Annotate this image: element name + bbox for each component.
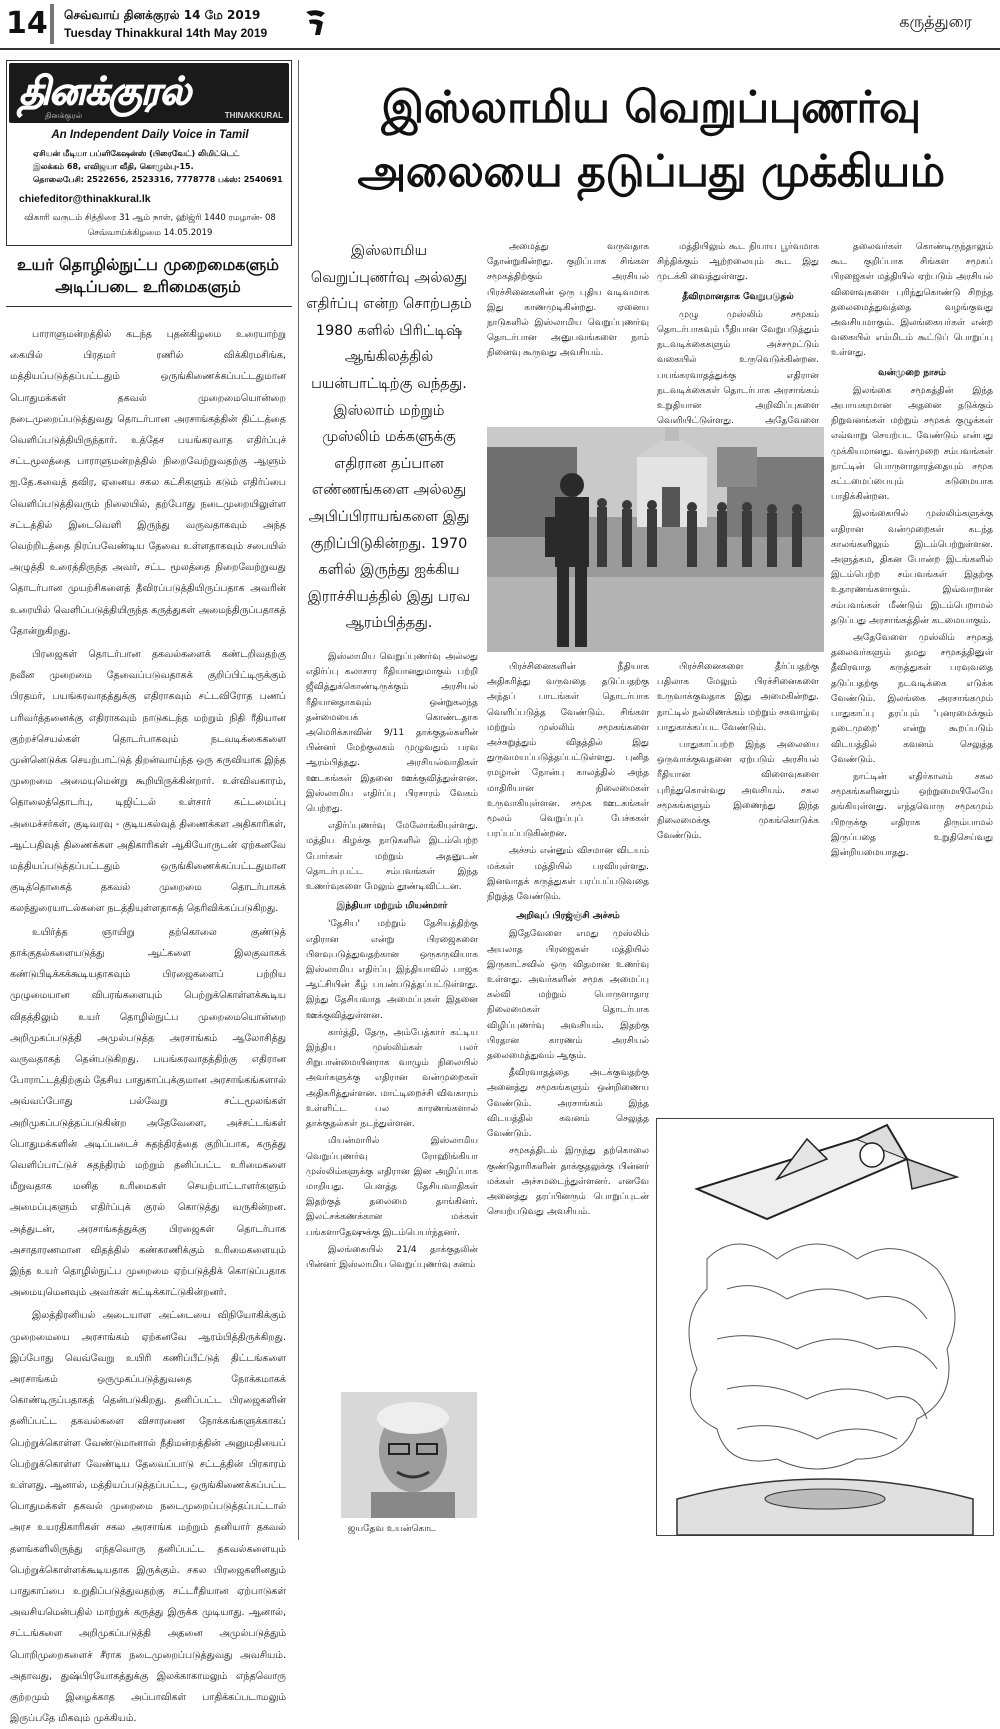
logo-sub-tamil: தினக்குரல் xyxy=(45,111,83,120)
editorial-paragraph: இலத்திரனியல் அடையாள அட்டையை விநியோகிக்கும் முறைமையை அரசாங்கம் ஏற்கனவே ஆரம்பித்திருக்கிறது. இப்போது வெவ்வேறு உயிரி கணிப்பீட்டுத் திட்டங்களை அரசாங்கம் ஒருமுகப்படுத்துவதை நோக்கமாகக் கொண்டிருப்பதாகத் தென்படுகிறது. தனிப்பட்ட பிரஜைகளின் தனிப்பட்ட தகவல்களை விசாரணை நோக்கங்களுக்காகப் பெற்றுக்கொள்ள வேண்டுமானால் நீதிமன்றத்தின் அனுமதியைப் பெற்றுக்கொள்ள வேண்டிய தேவைப்பாடு சட்டத்தின் பிரகாரம் உள்ளது. ஆனால், மத்தியப்படுத்தப்பட்ட, ஒருங்கிணைக்கப்பட்ட பொதுமக்கள் தகவல் முறைமை நடைமுறைப்படுத்தப்பட்டால் அரச உயரதிகாரிகள் சகல அரசாங்க மற்றும் தனியார் தகவல் தளங்களிலிருந்து எந்தவொரு தனிப்பட்ட தகவல்களையும் பெற்றுக்கொள்ளக்கூடியதாக இருக்கும். சகல பிரஜைகளினதும் பாதுகாப்பை உறுதிப்படுத்துவதற்கு சட்டரீதியான ஏற்பாடுகள் அவசியமென்பதில் மாற்றுக் கருத்து இருக்க முடியாது. ஆனால், சட்டங்களை அறிமுகப்படுத்தி அதனை அமுல்படுத்தும் பொறிமுறைகளைச் சீராக நடைமுறைப்படுத்துவது அவசியம். அதாவது, துஷ்பிரயோகத்துக்கு இலக்காகாமலும் எந்தவொரு குற்றமும் இழைக்காத அப்பாவிகள் பாதிக்கப்படாமலும் இருப்பதே மிகவும் முக்கியம். xyxy=(10,1310,286,1725)
article-paragraph: இதேவேளை எமது முஸ்லிம் அயலாத பிரஜைகள் மத்தியில் இருகாட்சவில் ஒரு விதமான உணர்வு உள்ளது. அவர்களின் சமூக அமைப்பு கல்வி மற்றும் பொருளாதார நிலைமைகள் தொடர்பாக விழிப்புணர்வு அவசியம். இதற்கு பிரதான காரணம் அரசியல் தலைமைத்துவம் ஆகும். xyxy=(487,929,649,1062)
editorial-cartoon xyxy=(656,1118,994,1536)
article-paragraph: மத்தியிலும் கூட நியாய பூர்வமாக சிந்திக்கும் ஆற்றலையும் கூட இது முடக்கி வைத்துள்ளது. xyxy=(657,242,819,283)
article-column-2-top xyxy=(487,240,649,420)
logo-text: தினக்குரல் xyxy=(19,69,191,113)
article-paragraph: 'தேசிய' மற்றும் தேசியத்திற்கு எதிரான என்று பிரஜைகளை பிளவுபடுத்துவதற்கான ஒருகருவியாக இஸ்லாமிய எதிர்ப்பு இந்தியாவில் பாஜக ஆட்சியின் கீழ் பயன்படுத்தப்பட்டுள்ளது. இந்து தேசியவாத அமைப்புகள் இதனை ஊக்குவித்துள்ளன. xyxy=(306,919,478,1021)
article-column-2 xyxy=(487,660,649,1536)
calendar-line: விகாரி வருடம் சித்திரை 31 ஆம் நாள், ஹிஜ்ரி 1440 ரமழான்- 08 xyxy=(24,213,276,223)
date-english: Tuesday Thinakkural 14th May 2019 xyxy=(64,26,268,40)
article-paragraph: எதிர்ப்புணர்வு மேலோங்கியுள்ளது. மத்திய கிழக்கு நாடுகளில் இடம்பெற்ற போர்கள் மற்றும் அதனுடன் தொடர்புபட்ட சம்பவங்கள் இந்த உணர்வுகளை மேலும் தூண்டிவிட்டன. xyxy=(306,821,478,893)
article-paragraph: தலைவர்கள் கொண்டிருந்தாலும் கூட குறிப்பாக சிங்கள சமூகப் பிரஜைகள் மத்தியில் ஏற்படும் அரசியல் விளைவுகளை புரிந்துகொண்டு சிறந்த தலைமைத்துவத்தை வழங்குவது அவசியமாகும். இலங்கையர்கள் என்ற வகையில் எம்மிடம் கூட்டுப் பொறுப்பு உள்ளது. xyxy=(831,242,993,359)
article-paragraph: பிரச்சினைகளை தீர்ப்பதற்கு பதிலாக மேலும் பிரச்சினைகளை உருவாக்குவதாக இது அமைகின்றது. நாட்டில் நல்லிணக்கம் மற்றும் சகவாழ்வு பாதுகாக்கப்பட வேண்டும். xyxy=(657,662,819,733)
weekday-date-line: செவ்வாய்க்கிழமை 14.05.2019 xyxy=(87,228,213,238)
section-label: கருத்துரை xyxy=(899,12,972,31)
article-column-3 xyxy=(657,660,819,1110)
editorial-paragraph: பிரஜைகள் தொடர்பான தகவல்களைக் கண்டறிவதற்கு நவீன முறைமை தேவைப்படுவதாகக் குறிப்பிட்டிருக்கும் பிரதமர், பயங்கரவாதத்துக்கு எதிராகவும் சட்டவிரோத பணப் பரிவர்த்தனைக்கு எதிராகவும் நாடுகடந்த மற்றும் நிதி ரீதியான குற்றச்செயல்கள் தொடர்பாகவும் நடவடிக்கைகளை முன்னெடுக்க செயற்பாட்டுத் திறன்வாய்ந்த ஒரு கருவியாக இந்த முறைமை அமையுமென்று கூறியிருக்கின்றார். உள்விவகாரம், தொலைத்தொடர்பு, டிஜிட்டல் உள்சார் கட்டமைப்பு அமைச்சர்கள், குடிவரவு - குடியகல்வுத் திணைக்கள அதிகாரிகள், ஆட்பதிவுத் திணைக்கள அதிகாரிகள் ஆகியோருடன் ஏற்கனவே மத்தியப்படுத்தப்பட்டதும் ஒருங்கிணைக்கப்பட்டதுமான குடித்தொகைத் தகவல் முறைமை தொடர்பாகக் கலந்துரையாடல்களை நடத்தியுள்ளதாகத் தெரிவிக்கப்படுகிறது. xyxy=(10,649,286,915)
editorial-paragraph: உயிர்த்த ஞாயிறு தற்கொலை குண்டுத் தாக்குதல்களையடுத்து ஆட்களை இலகுவாகக் கண்டுபிடிக்கக்கூடியதாகவும் பிரஜைகளைப் பற்றிய முழுமையான விபரங்களையும் பெற்றுக்கொள்ளக்கூடிய விதத்திலும் உயர் தொழில்நுட்ப முறைமையொன்றை அறிமுகப்படுத்தி அமுல்படுத்த அரசாங்கம் ஆலோசித்து வருவதாகத் தென்படுகிறது. பயங்கரவாதத்திற்கு எதிரான போராட்டத்திற்கும் தேசிய பாதுகாப்புக்குமான அரசாங்கங்களால் அவ்வப்போது பல்வேறு சட்டமூலங்கள் அறிமுகப்படுத்தப்படுகின்ற அதேவேளை, அச்சட்டங்கள் பொதுமக்களின் அடிப்படைச் சுதந்திரத்தை குறிப்பாக, கருத்து வெளிப்பாட்டுச் சுதந்திரம் மற்றும் தனிப்பட்ட உரிமைகளை மீறுவதாக மனித உரிமைகள் செயற்பாட்டாளர்களும் அமைப்புகளும் எதிர்ப்புக் குரல் கொடுத்து வருகின்றன. அத்துடன், அரசாங்கத்துக்கு பிரஜைகள் தொடர்பாக அசாதாரணமான விதத்தில் கண்காணிக்கும் உரிமைகளையும் இந்த உயர் தொழில்நுட்ப முறைமை ஏற்படுத்திக் கொடுப்பதாக அமையுமெனவும் அவர்கள் சுட்டிக்காட்டுகின்றனர். xyxy=(10,926,286,1299)
phone-line: தொலைபேசி: 2522656, 2523316, 7778778 பக்ஸ்: 2540691 xyxy=(33,175,283,184)
article-column-4 xyxy=(831,240,993,1110)
headline-line-1: இஸ்லாமிய வெறுப்புணர்வு xyxy=(381,82,921,133)
article-photo xyxy=(487,427,824,652)
article-paragraph: அச்சம் என்னும் விசமான விடயம் மக்கள் மத்தியில் பரவியுள்ளது. இனவாதக் கருத்துகள் பரப்பப்படுவதை நிறுத்த வேண்டும். xyxy=(487,846,649,903)
author-portrait xyxy=(341,1392,477,1518)
masthead-tagline: An Independent Daily Voice in Tamil xyxy=(51,129,249,141)
editorial-rule xyxy=(6,306,292,307)
article-paragraph: முழு முஸ்லிம் சமூகம் தொடர்பாகவும் பீதியான வேறுபடுத்தும் நடவடிக்கைகளும் அச்சமூட்டும் வகையில் உருவெடுக்கின்றன. பயங்கரவாதத்துக்கு எதிரான நடவடிக்கைகள் தொடர்பாக அரசாங்கம் உறுதியான அறிவிப்புகளை வெளியிட்டுள்ளது. அதேவேளை xyxy=(657,309,819,427)
editorial-paragraph: பாராளுமன்றத்தில் கடந்த புதன்கிழமை உரையாற்று கையில் பிரதமர் ரணில் விக்கிரமசிங்க, மத்தியப்படுத்தப்பட்டதும் ஒருங்கிணைக்கப்பட்டதுமான பொதுமக்கள் தகவல் முறைமையொன்றை நடைமுறைப்படுத்துவது தொடர்பான அரசாங்கத்தின் திட்டத்தை வெளிப்படுத்தியிருந்தார். உத்தேச பயங்கரவாத எதிர்ப்புச் சட்டமூலத்தை பாராளுமன்றத்தில் நிறைவேற்றுவதற்கு ஆளும் ஐ.தே.கவைத் தவிர, ஏனைய சகல கட்சிகளும் கடும் எதிர்ப்பை வெளிப்படுத்திவரும் நிலையில், தற்போது நடைமுறையிலுள்ள சட்டத்தில் இடைவெளி இருந்து வருவதாகவும் அந்த வெற்றிடத்தை நிரப்பவேண்டிய தேவை உள்ளதாகவும் சபையில் அழுத்தி உரைத்திருந்த அவர், சட்ட மூலத்தை நிறைவேற்றுவது தொடர்பான முயற்சிகளைத் தீவிரப்படுத்தியிருப்பதாக அவரின் உரையில் வெளிப்படுத்தியிருந்த கருத்துகள் அமைந்திருப்பதாகத் தோன்றுகிறது. xyxy=(10,329,286,637)
article-paragraph: சமூகத்திடம் இருந்து தற்கொலை குண்டுதாரிகளின் தாக்குதலுக்கு பின்னர் மக்கள் அச்சமடைந்துள்ளனர். எனவே அனைத்து தரப்பினரும் பொறுப்புடன் செயற்படுவது அவசியம். xyxy=(487,1146,649,1218)
article-headline xyxy=(306,76,996,204)
newspaper-logo xyxy=(9,63,289,123)
logo-sub-english: THINAKKURAL xyxy=(224,111,283,120)
article-subhead: தீவிரமானதாக வேறுபடுதல் xyxy=(682,291,794,302)
article-subhead: அறிவுப் பிரஜ்ஞ்சி அச்சம் xyxy=(516,911,620,922)
address-line: இலக்கம் 68, எவிஜயா வீதி, கொழும்பு-15. xyxy=(33,162,194,171)
newspaper-mini-logo-icon xyxy=(303,8,329,38)
page-header xyxy=(0,0,1000,48)
publisher-line: ஏசியன் மீடியா பப்ளிகேஷன்ஸ் (பிரைவேட்) லிமிட்டெட் xyxy=(33,149,240,158)
article-paragraph: கார்த்தி, தேரு, அம்பேத்கார் கட்டிய இந்திய முஸ்லிம்கள் பலர் சிறுபான்மையினராக வாழும் நிலையில் அவர்களுக்கு எதிரான வன்முறைகள் அதிகரித்துள்ளன. மாட்டிறைச்சி விவகாரம் உள்ளிட்ட பல காரணங்களால் தாக்குதல்கள் நடந்துள்ளன. xyxy=(306,1027,478,1130)
article-paragraph: மியன்மாரில் இஸ்லாமிய வெறுப்புணர்வு ரோஹிங்கியா முஸ்லிம்களுக்கு எதிரான இன அழிப்பாக மாறியது. பௌத்த தேசியவாதிகள் இதற்குத் தலைமை தாங்கினர். இலட்சக்கணக்கான மக்கள் பங்களாதேஷுக்கு இடம்பெயர்ந்தனர். xyxy=(306,1136,478,1238)
masthead xyxy=(6,60,292,246)
article-paragraph: நாட்டின் எதிர்காலம் சகல சமூகங்களினதும் ஒற்றுமையிலேயே தங்கியுள்ளது. எந்தவொரு சமூகமும் பிறருக்கு எதிராக திரும்பாமல் இருப்பதை உறுதிசெய்வது இன்றியமையாதது. xyxy=(831,771,993,858)
article-paragraph: இஸ்லாமிய வெறுப்புணர்வு அல்லது எதிர்ப்பு கலாசார ரீதியானதுமாகும் பற்றி ஜீவித்துக்கொண்டிருக்கும் அரசியல் ரீதியானதாகவும் ஒன்றுகலந்த தன்மையைக் கொண்டதாக அமெரிக்காவின் 9/11 தாக்குதல்களின் பின்னர் மேற்குலகம் முழுவதும் பரவ ஆரம்பித்தது. அரசியல்வாதிகள் ஊடகங்கள் இதனை ஊக்குவித்துள்ளன. இஸ்லாமிய எதிர்ப்பு பிரசாரம் வேகம் பெற்றது. xyxy=(306,652,478,815)
article-column-1 xyxy=(306,650,478,1382)
date-tamil: செவ்வாய் தினக்குரல் 14 மே 2019 xyxy=(64,8,261,22)
article-paragraph: பிரச்சினைகளின் நீதியாக அதிகரித்து வருவதை தடுப்பதற்கு அந்தப் பாடங்கள் தொடர்பாக வெளிப்படுத்த வேண்டும். சிங்கள மற்றும் முஸ்லிம் சமூகங்களை அச்சுறுத்தும் விதத்தில் இது துருவமயப்படுத்தப்பட்டுள்ளது. புனித ரமழான் நோன்பு காலத்தில் அந்த மாதிரியான நிலைமைகள் உருவாகியுள்ளன. சமூக ஊடகங்கள் மூலம் வெறுப்புப் பேச்சுகள் பரப்பப்படுகின்றன. xyxy=(487,662,649,840)
article-subhead: இந்தியா மற்றும் மியன்மார் xyxy=(336,901,448,912)
article-paragraph: இலங்கையில் 21/4 தாக்குதலின் பின்னர் இஸ்லாமிய வெறுப்புணர்வு கனம் xyxy=(306,1244,478,1270)
author-photo xyxy=(341,1392,477,1518)
headline-line-2: அலையை தடுப்பது முக்கியம் xyxy=(357,146,945,197)
article-paragraph: தீவிரவாதத்தை அடக்குவதற்கு அனைத்து சமூகங்களும் ஒன்றிணைய வேண்டும். அரசாங்கம் இந்த விடயத்தில் கவனம் செலுத்த வேண்டும். xyxy=(487,1068,649,1140)
editorial-title: உயர் தொழில்நுட்ப முறைமைகளும் அடிப்படை உரிமைகளும் xyxy=(16,255,280,296)
article-paragraph: இலங்கையில் முஸ்லிம்களுக்கு எதிரான வன்முறைகள் கடந்த காலங்களிலும் இடம்பெற்றுள்ளன. அளுத்கம, திகன போன்ற இடங்களில் இடம்பெற்ற சம்பவங்கள் இதற்கு உதாரணங்களாகும். இவ்வாறான சம்பவங்கள் மீண்டும் இடம்பெறாமல் தடுப்பது அரசாங்கத்தின் கடமையாகும். xyxy=(831,509,993,626)
article-subhead: வன்முறை நாசம் xyxy=(878,367,946,378)
author-name: ஜயதேவ உயன்கொட xyxy=(347,1524,437,1534)
header-rule xyxy=(0,48,1000,50)
editor-email: chiefeditor@thinakkural.lk xyxy=(19,193,151,205)
soldiers-church-photo xyxy=(487,427,824,652)
column-divider xyxy=(298,60,299,1540)
article-lead: இஸ்லாமிய வெறுப்புணர்வு அல்லது எதிர்ப்பு என்ற சொற்பதம் 1980 களில் பிரிட்டிஷ் ஆங்கிலத்தில் பயன்பாட்டிற்கு வந்தது. இஸ்லாம் மற்றும் முஸ்லிம் மக்களுக்கு எதிரான தப்பான எண்ணங்களை அல்லது அபிப்பிராயங்களை இது குறிப்பிடுகின்றது. 1970 களில் இருந்து ஐக்கிய இராச்சியத்தில் இது பரவ ஆரம்பித்தது. xyxy=(306,243,472,632)
editorial-body xyxy=(10,324,286,1725)
page-number: 14 xyxy=(6,4,54,44)
cartoon-drawing xyxy=(657,1119,993,1535)
article-paragraph: பாதுகாப்பற்ற இந்த அலையை ஒருவாக்குவதனை ஏற்படும் அரசியல் ரீதியான விளைவுகளை புரிந்துகொள்வது அவசியம். சகல சமூகங்களும் இணைந்து இந்த நிலைமைக்கு முகங்கொடுக்க வேண்டும். xyxy=(657,740,819,842)
article-column-3-top xyxy=(657,240,819,427)
article-paragraph: அமைத்து வருவதாக தோன்றுகின்றது. குறிப்பாக சிங்கள சமூகத்திற்கும் அரசியல் பிரச்சினைகளின் ஒரு புதிய வடிவமாக இது காணமுடிகின்றது. ஏனைய நாடுகளில் இஸ்லாமிய வெறுப்புணர்வு தொடர்பான அனுபவங்களை நாம் நினைவு கூருவது அவசியம். xyxy=(487,242,649,359)
article-paragraph: அதேவேளை முஸ்லிம் சமூகத் தலைவர்களும் தமது சமூகத்தினுள் தீவிரவாத கருத்துகள் பரவுவதை தடுப்பதற்கு நடவடிக்கை எடுக்க வேண்டும். இலங்கை அரசாங்கமும் பாதுகாப்பு தரப்பும் 'புனரமைக்கும் நடைமுறை' என்று கூறப்படும் விடயத்தில் கவனம் செலுத்த வேண்டும். xyxy=(831,633,993,765)
article-paragraph: இலங்கை சமூகத்தின் இந்த அபாயகரமான அதனை தடுக்கும் நிறுவனங்கள் மற்றும் சமூகக் குழுக்கள் எவ்வாறு செயற்பட வேண்டும் என்பது முக்கியமானது. வன்முறை சம்பவங்கள் நாட்டின் பொருளாதாரத்தையும் சமூக கட்டமைப்பையும் கடுமையாக பாதிக்கின்றன. xyxy=(831,385,993,503)
